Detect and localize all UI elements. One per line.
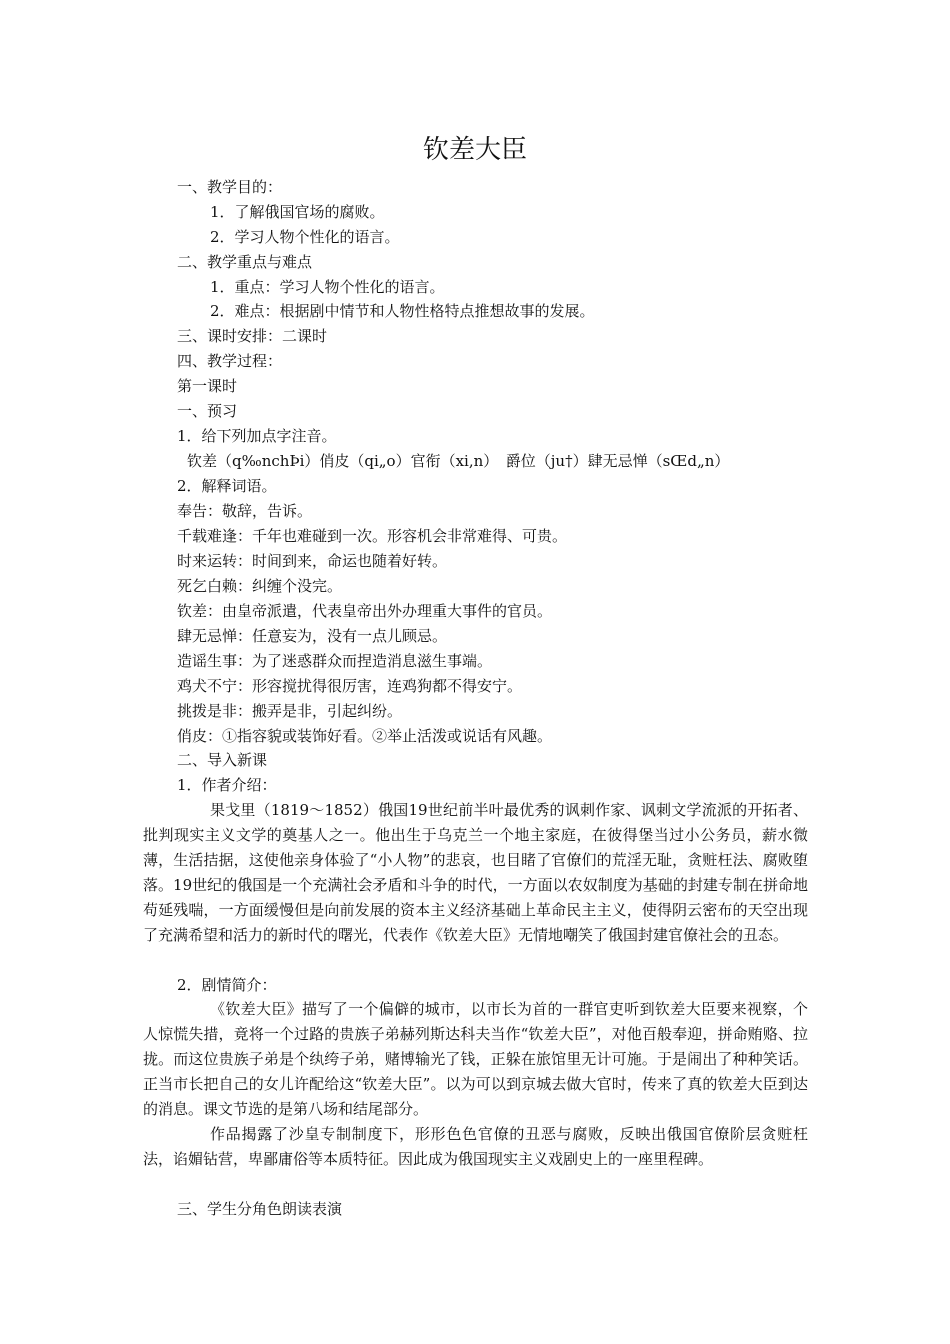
- section-heading-key-points: 二、教学重点与难点: [177, 253, 313, 271]
- section-heading-schedule: 三、课时安排：二课时: [177, 327, 328, 345]
- key-point-item-1: 1．重点：学习人物个性化的语言。: [210, 278, 445, 296]
- objective-item-2: 2．学习人物个性化的语言。: [210, 228, 400, 246]
- vocabulary-item: 挑拨是非：搬弄是非，引起纠纷。: [177, 702, 403, 720]
- pinyin-list: 钦差（q‰nchÞi）俏皮（qi„o）官衔（xi,n） 爵位（ju†）肆无忌惮（sŒd„n）: [187, 452, 730, 470]
- vocabulary-task: 2．解释词语。: [177, 477, 277, 495]
- author-paragraph: 果戈里（1819～1852）俄国19世纪前半叶最优秀的讽刺作家、讽刺文学流派的开拓者、批判现实主义文学的奠基人之一。他出生于乌克兰一个地主家庭，在彼得堡当过小公务员，薪水微薄，生活拮据，这使他亲身体验了“小人物”的悲哀，也目睹了官僚们的荒淫无耻，贪赃枉法、腐败堕落。19世纪的俄国是一个充满社会矛盾和斗争的时代，一方面以农奴制度为基础的封建专制在拼命地苟延残喘，一方面缓慢但是向前发展的资本主义经济基础上革命民主主义，使得阴云密布的天空出现了充满希望和活力的新时代的曙光，代表作《钦差大臣》无情地嘲笑了俄国封建官僚社会的丑态。: [143, 801, 808, 944]
- lesson-one-heading: 第一课时: [177, 377, 238, 395]
- plot-heading: 2．剧情简介：: [177, 976, 277, 994]
- key-point-item-2: 2．难点：根据剧中情节和人物性格特点推想故事的发展。: [210, 302, 595, 320]
- vocabulary-item: 鸡犬不宁：形容搅扰得很厉害，连鸡狗都不得安宁。: [177, 677, 523, 695]
- introduction-heading: 二、导入新课: [177, 751, 268, 769]
- vocabulary-item: 钦差：由皇帝派遣，代表皇帝出外办理重大事件的官员。: [177, 602, 553, 620]
- objective-item-1: 1．了解俄国官场的腐败。: [210, 203, 385, 221]
- theme-paragraph: 作品揭露了沙皇专制制度下，形形色色官僚的丑恶与腐败，反映出俄国官僚阶层贪赃枉法，谄媚钻营，卑鄙庸俗等本质特征。因此成为俄国现实主义戏剧史上的一座里程碑。: [143, 1125, 808, 1168]
- vocabulary-item: 造谣生事：为了迷惑群众而捏造消息滋生事端。: [177, 652, 493, 670]
- document-title: 钦差大臣: [422, 135, 527, 165]
- section-heading-process: 四、教学过程：: [177, 352, 283, 370]
- vocabulary-item: 奉告：敬辞，告诉。: [177, 502, 313, 520]
- vocabulary-item: 时来运转：时间到来，命运也随着好转。: [177, 552, 448, 570]
- preview-heading: 一、预习: [177, 402, 238, 420]
- vocabulary-item: 死乞白赖：纠缠个没完。: [177, 577, 343, 595]
- vocabulary-item: 俏皮：①指容貌或装饰好看。②举止活泼或说话有风趣。: [177, 727, 553, 745]
- author-heading: 1．作者介绍：: [177, 776, 277, 794]
- plot-paragraph: 《钦差大臣》描写了一个偏僻的城市，以市长为首的一群官吏听到钦差大臣要来视察，个人惊慌失措，竟将一个过路的贵族子弟赫列斯达科夫当作“钦差大臣”，对他百般奉迎，拼命贿赂、拉拢。而这位贵族子弟是个纨绔子弟，赌博输光了钱，正躲在旅馆里无计可施。于是闹出了种种笑话。正当市长把自己的女儿许配给这“钦差大臣”。以为可以到京城去做大官时，传来了真的钦差大臣到达的消息。课文节选的是第八场和结尾部分。: [143, 1000, 808, 1118]
- pinyin-task: 1．给下列加点字注音。: [177, 427, 337, 445]
- vocabulary-item: 千载难逢：千年也难碰到一次。形容机会非常难得、可贵。: [177, 527, 568, 545]
- final-heading: 三、学生分角色朗读表演: [177, 1200, 343, 1218]
- vocabulary-item: 肆无忌惮：任意妄为，没有一点儿顾忌。: [177, 627, 448, 645]
- section-heading-objectives: 一、教学目的：: [177, 178, 283, 196]
